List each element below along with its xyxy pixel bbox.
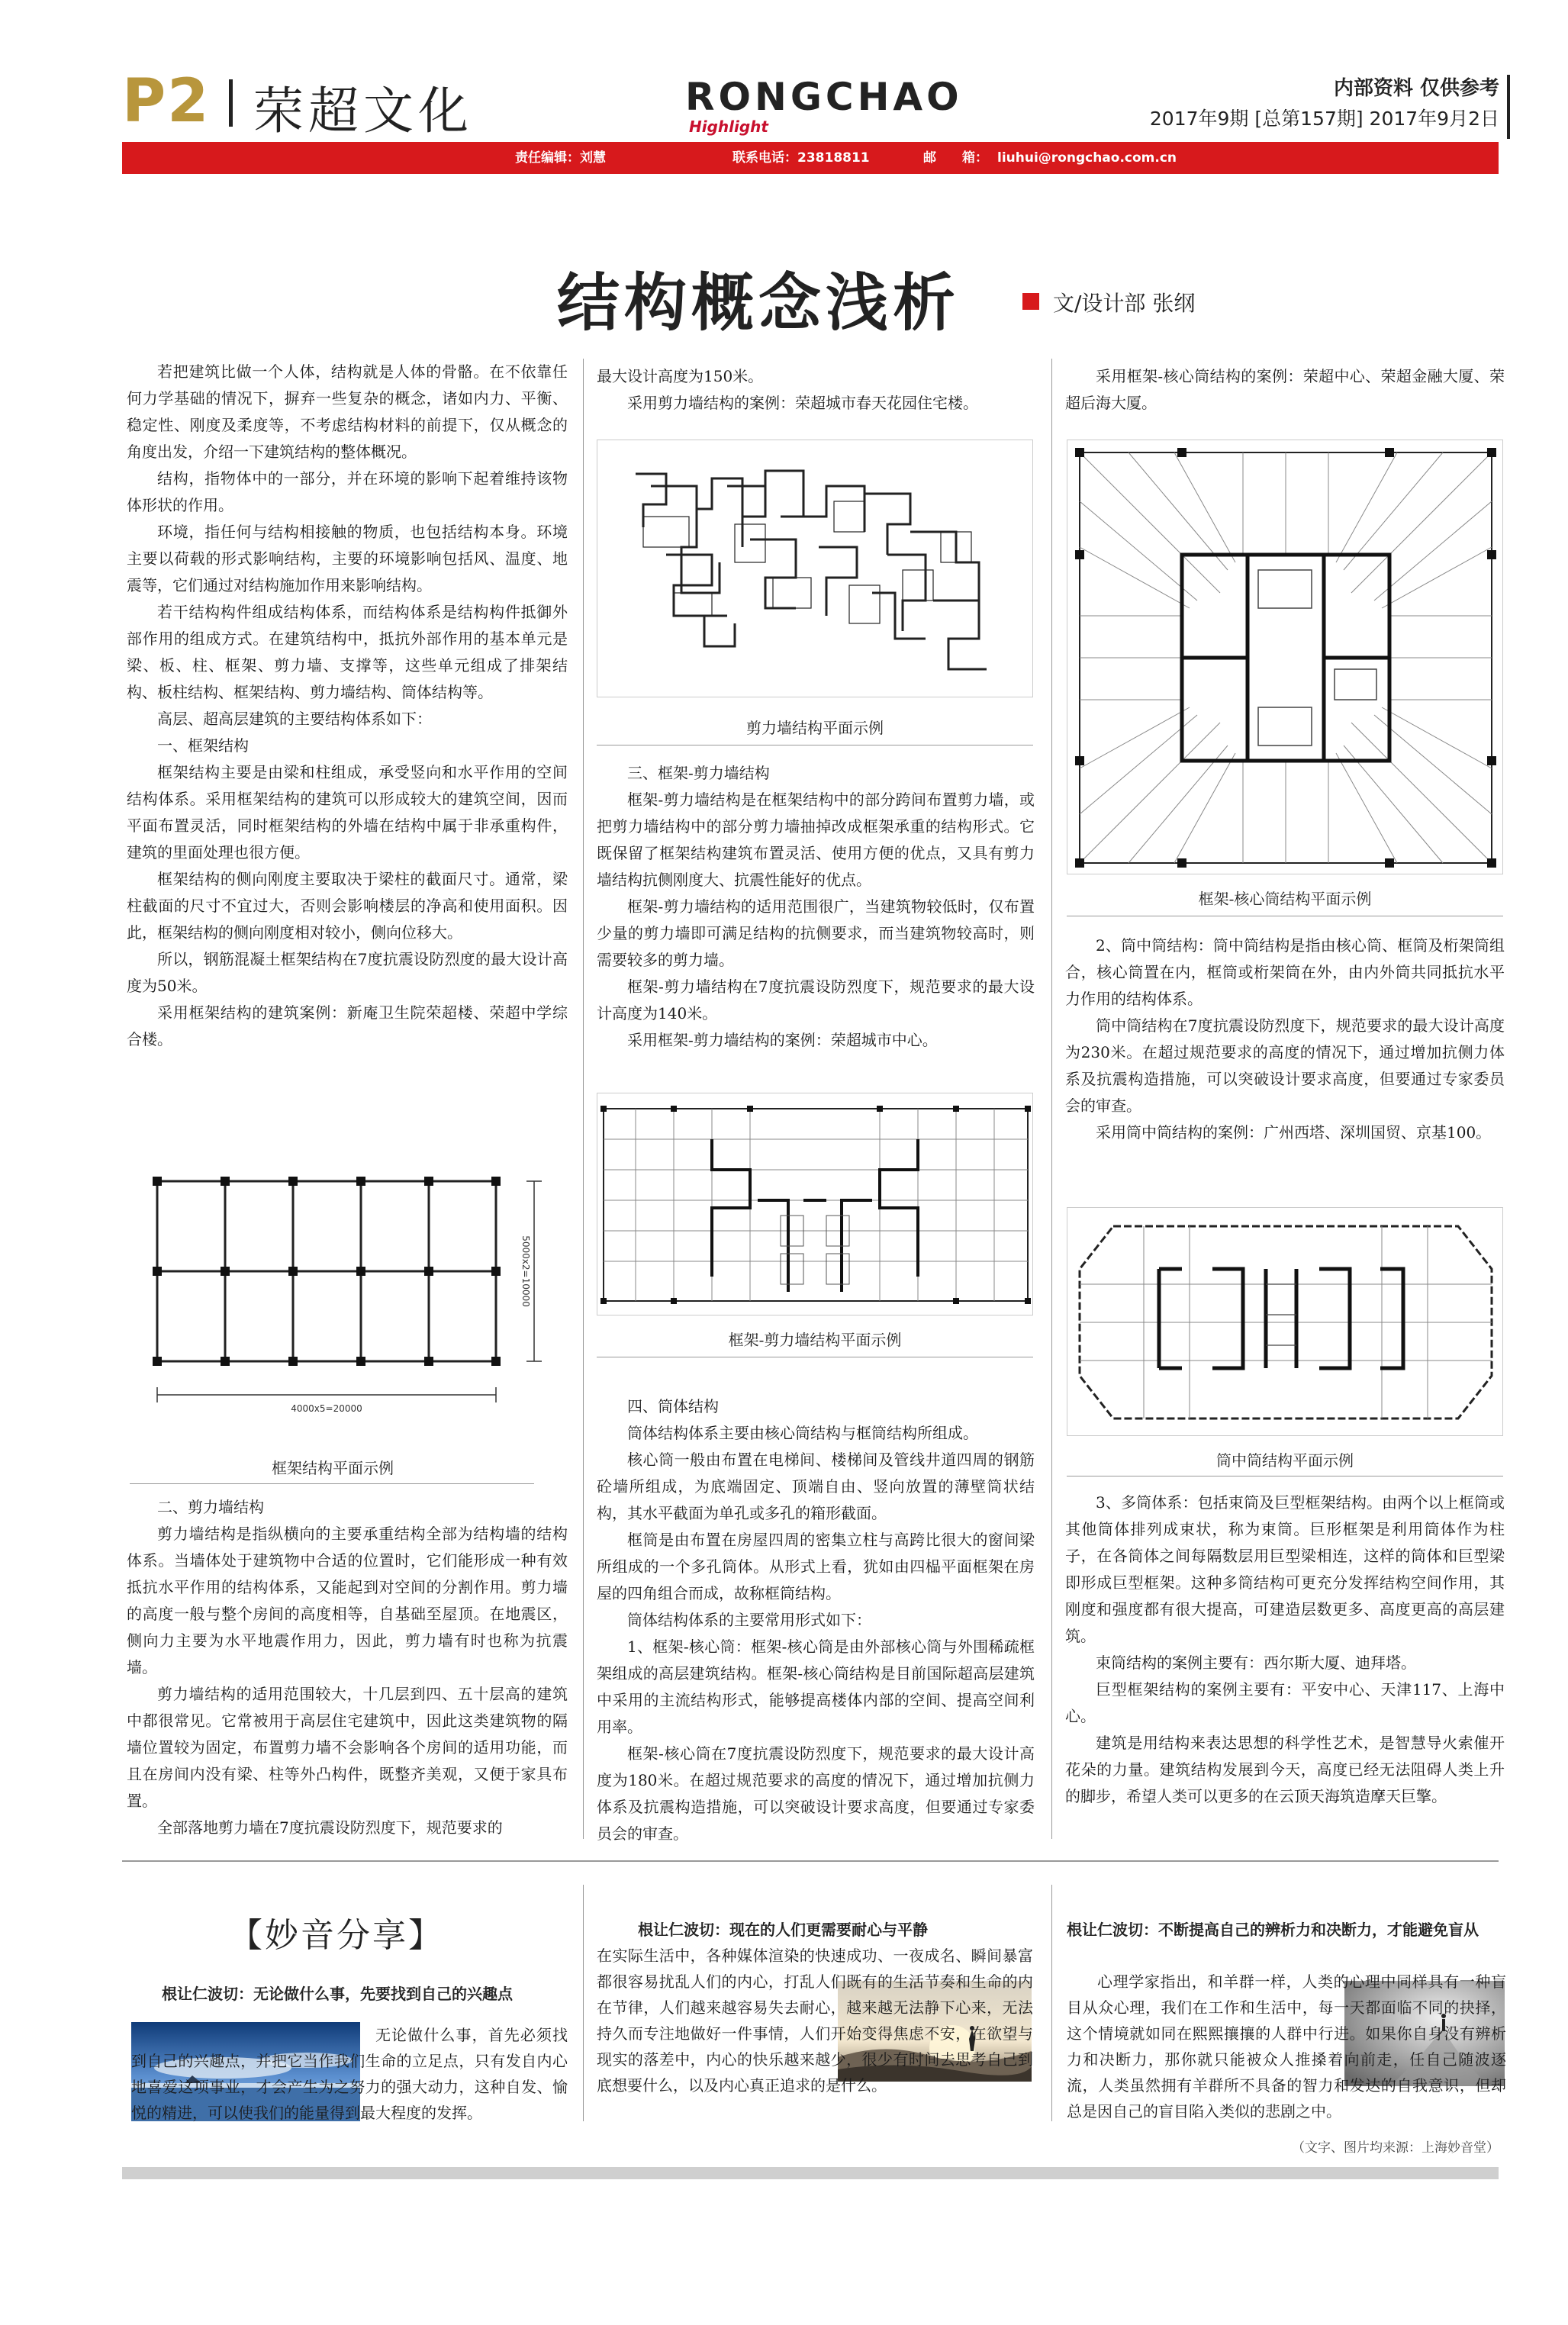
section-heading: 三、框架-剪力墙结构 — [627, 764, 770, 782]
frame-grid-drawing — [130, 1151, 566, 1441]
paragraph: 所以，钢筋混凝土框架结构在7度抗震设防烈度的最大设计高度为50米。 — [127, 950, 568, 995]
frame-core-tube-drawing — [1067, 440, 1504, 875]
issue-info — [1150, 73, 1499, 134]
paragraph: 采用框架-剪力墙结构的案例：荣超城市中心。 — [627, 1031, 938, 1049]
frame-shear-wall-caption: 框架-剪力墙结构平面示例 — [728, 1331, 902, 1349]
phone-label: 联系电话：23818811 — [732, 150, 870, 166]
paragraph: 采用框架结构的建筑案例：新庵卫生院荣超楼、荣超中学综合楼。 — [127, 1003, 568, 1048]
frame-dimension-y: 5000x2=10000 — [520, 1235, 531, 1307]
paragraph: 若干结构构件组成结构体系，而结构体系是结构构件抵御外部作用的组成方式。在建筑结构中，抵抗外部作用的基本单元是梁、板、柱、框架、剪力墙、支撑等，这些单元组成了排架结构、板柱结构、框架结构、剪力墙结构、筒体结构等。 — [127, 603, 568, 701]
editor-label: 责任编辑：刘慧 — [515, 150, 606, 166]
paragraph: 框架-剪力墙结构的适用范围很广，当建筑物较低时，仅布置少量的剪力墙即可满足结构的抗侧要求，而当建筑物较高时，则需要较多的剪力墙。 — [597, 897, 1035, 969]
frame-shear-wall-drawing — [597, 1093, 1034, 1316]
paragraph: 结构，指物体中的一部分，并在环境的影响下起着维持该物体形状的作用。 — [127, 469, 568, 514]
paragraph: 3、多筒体系：包括束筒及巨型框架结构。由两个以上框筒或其他筒体排列成束状，称为束筒。巨形框架是利用筒体作为柱子，在各筒体之间每隔数层用巨型梁相连，这样的筒体和巨型梁即形成巨型框架。这种多筒结构可更充分发挥结构空间作用，其刚度和强度都有很大提高，可建造层数更多、高度更高的高层建筑。 — [1065, 1493, 1505, 1645]
article-title: 结构概念浅析 — [557, 266, 961, 340]
share-article-3-title: 根让仁波切：不断提高自己的辨析力和决断力，才能避免盲从 — [1067, 1921, 1479, 1939]
article-byline: 文/设计部 张纲 — [1053, 291, 1196, 316]
article-column-1-continued — [127, 1494, 568, 1841]
column-divider — [1051, 1885, 1052, 2121]
email-value: liuhui@rongchao.com.cn — [997, 150, 1177, 166]
paragraph: 框架-剪力墙结构在7度抗震设防烈度下，规范要求的最大设计高度为140米。 — [597, 977, 1035, 1022]
share-article-2-body: 在实际生活中，各种媒体渲染的快速成功、一夜成名、瞬间暴富都很容易扰乱人们的内心，打乱人们既有的生活节奏和生命的内在节律，人们越来越容易失去耐心，越来越无法静下心来，无法持久而专注地做好一件事情，人们开始变得焦虑不安，在欲望与现实的落差中，内心的快乐越来越少，很少有时间去思考自己到底想要什么，以及内心真正追求的是什么。 — [597, 1947, 1033, 2095]
section-name: 荣超文化 — [253, 82, 473, 140]
share-article-2-title: 根让仁波切：现在的人们更需要耐心与平静 — [638, 1921, 928, 1939]
tube-in-tube-figure — [1067, 1207, 1503, 1436]
article-column-3 — [1065, 363, 1505, 417]
frame-core-tube-figure — [1067, 440, 1503, 874]
share-section-title: 【妙音分享】 — [229, 1916, 444, 1955]
share-article-3-body: 心理学家指出，和羊群一样，人类的心理中同样具有一种盲目从众心理，我们在工作和生活中，每一天都面临不同的抉择，这个情境就如同在熙熙攘攘的人群中行进。如果你自身没有辨析力和决断力，那你就只能被众人推搡着向前走，任自己随波逐流，人类虽然拥有羊群所不具备的智力和发达的自我意识，但却总是因自己的盲目陷入类似的悲剧之中。 — [1067, 1972, 1506, 2121]
article-column-1 — [127, 359, 568, 1053]
article-column-2 — [597, 363, 1035, 417]
tube-in-tube-caption: 筒中筒结构平面示例 — [1216, 1451, 1354, 1470]
paragraph: 框架结构主要是由梁和柱组成，承受竖向和水平作用的空间结构体系。采用框架结构的建筑可以形成较大的建筑空间，因而平面布置灵活，同时框架结构的外墙在结构中属于非承重构件，建筑的里面处理也很方便。 — [127, 763, 568, 861]
paragraph: 筒中筒结构在7度抗震设防烈度下，规范要求的最大设计高度为230米。在超过规范要求的高度的情况下，通过增加抗侧力体系及抗震构造措施，可以突破设计要求高度，但要通过专家委员会的审查。 — [1065, 1016, 1505, 1115]
paragraph: 采用剪力墙结构的案例：荣超城市春天花园住宅楼。 — [627, 394, 978, 412]
paragraph: 剪力墙结构的适用范围较大，十几层到四、五十层高的建筑中都很常见。它常被用于高层住宅建筑中，因此这类建筑物的隔墙位置较为固定，布置剪力墙不会影响各个房间的适用功能，而且在房间内没有梁、柱等外凸构件，既整齐美观，又便于家具布置。 — [127, 1685, 568, 1810]
tube-in-tube-drawing — [1067, 1208, 1504, 1437]
section-heading: 一、框架结构 — [157, 736, 249, 755]
brand-logo-text: RONGCHAO — [685, 75, 963, 119]
share-article-1-body: 无论做什么事，首先必须找到自己的兴趣点，并把它当作我们生命的立足点，只有发自内心地喜爱这项事业，才会产生为之努力的强大动力，这种自发、愉悦的精进，可以使我们的能量得到最大程度的发挥。 — [131, 2026, 568, 2122]
column-divider — [1051, 359, 1052, 1839]
content-source-note: （文字、图片均来源：上海妙音堂） — [1292, 2140, 1499, 2156]
article-column-3c — [1065, 1489, 1505, 1810]
paragraph: 框架-核心筒在7度抗震设防烈度下，规范要求的最大设计高度为180米。在超过规范要求的高度的情况下，通过增加抗侧力体系及抗震构造措施，可以突破设计要求高度，但要通过专家委员会的审查。 — [597, 1744, 1035, 1843]
brand-subtitle: Highlight — [689, 118, 768, 136]
section-heading: 二、剪力墙结构 — [157, 1498, 264, 1516]
paragraph: 1、框架-核心筒：框架-核心筒是由外部核心筒与外围稀疏框架组成的高层建筑结构。框架-核心筒结构是目前国际超高层建筑中采用的主流结构形式，能够提高楼体内部的空间、提高空间利用率。 — [597, 1637, 1035, 1736]
frame-dimension-x: 4000x5=20000 — [291, 1403, 362, 1414]
paragraph: 框架结构的侧向刚度主要取决于梁柱的截面尺寸。通常，梁柱截面的尺寸不宜过大，否则会影响楼层的净高和使用面积。因此，框架结构的侧向刚度相对较小，侧向位移大。 — [127, 870, 568, 942]
column-divider — [583, 1885, 584, 2121]
paragraph: 2、筒中筒结构：筒中筒结构是指由核心筒、框筒及桁架筒组合，核心筒置在内，框筒或桁架筒在外，由内外筒共同抵抗水平力作用的结构体系。 — [1065, 936, 1505, 1008]
frame-core-tube-caption: 框架-核心筒结构平面示例 — [1198, 890, 1372, 908]
share-article-2-text — [597, 1943, 1033, 2098]
paragraph: 筒体结构体系主要由核心筒结构与框筒结构所组成。 — [627, 1424, 978, 1442]
page-number: P2 — [122, 67, 211, 136]
shear-wall-caption: 剪力墙结构平面示例 — [746, 719, 884, 737]
share-article-1-title: 根让仁波切：无论做什么事，先要找到自己的兴趣点 — [162, 1985, 513, 2003]
masthead-divider — [229, 79, 233, 127]
issue-date: 2017年9期 [总第157期] 2017年9月2日 — [1149, 108, 1499, 130]
shear-wall-figure — [597, 440, 1033, 697]
paragraph: 采用筒中筒结构的案例：广州西塔、深圳国贸、京基100。 — [1096, 1123, 1492, 1142]
share-article-3-text — [1067, 1969, 1506, 2124]
paragraph: 全部落地剪力墙在7度抗震设防烈度下，规范要求的 — [157, 1818, 503, 1837]
section-separator — [122, 1860, 1499, 1862]
shear-wall-drawing — [597, 440, 1034, 698]
byline-marker — [1022, 293, 1039, 310]
paragraph: 若把建筑比做一个人体，结构就是人体的骨骼。在不依靠任何力学基础的情况下，摒弃一些复杂的概念，诸如内力、平衡、稳定性、刚度及柔度等，不考虑结构材料的前提下，仅从概念的角度出发，介绍一下建筑结构的整体概况。 — [127, 362, 568, 461]
paragraph: 建筑是用结构来表达思想的科学性艺术，是智慧导火索催开花朵的力量。建筑结构发展到今天，高度已经无法阻碍人类上升的脚步，希望人类可以更多的在云顶天海筑造摩天巨擎。 — [1065, 1734, 1505, 1805]
share-article-1-text — [131, 2022, 568, 2126]
paragraph: 框架-剪力墙结构是在框架结构中的部分跨间布置剪力墙，或把剪力墙结构中的部分剪力墙抽掉改成框架承重的结构形式。它既保留了框架结构建筑布置灵活、使用方便的优点，又具有剪力墙结构抗侧刚度大、抗震性能好的优点。 — [597, 791, 1035, 889]
masthead — [0, 0, 1568, 183]
frame-shear-wall-figure — [597, 1093, 1033, 1315]
column-divider — [583, 359, 584, 1839]
paragraph: 高层、超高层建筑的主要结构体系如下： — [157, 710, 432, 728]
paragraph: 筒体结构体系的主要常用形式如下： — [627, 1611, 871, 1629]
paragraph: 框筒是由布置在房屋四周的密集立柱与高跨比很大的窗间梁所组成的一个多孔筒体。从形式上看，犹如由四榀平面框架在房屋的四角组合而成，故称框筒结构。 — [597, 1531, 1035, 1602]
article-column-3b — [1065, 932, 1505, 1146]
paragraph: 最大设计高度为150米。 — [597, 367, 764, 385]
internal-notice: 内部资料 仅供参考 — [1333, 77, 1499, 100]
article-column-2b — [597, 760, 1035, 1054]
paragraph: 巨型框架结构的案例主要有：平安中心、天津117、上海中心。 — [1065, 1680, 1505, 1725]
masthead-right-rule — [1507, 75, 1510, 139]
page-footer-bar — [122, 2167, 1499, 2179]
caption-rule — [130, 1483, 534, 1484]
frame-figure-caption: 框架结构平面示例 — [272, 1459, 394, 1477]
paragraph: 剪力墙结构是指纵横向的主要承重结构全部为结构墙的结构体系。当墙体处于建筑物中合适的位置时，它们能形成一种有效抵抗水平作用的结构体系，又能起到对空间的分割作用。剪力墙的高度一般与整个房间的高度相等，自基础至屋顶。在地震区，侧向力主要为水平地震作用力，因此，剪力墙有时也称为抗震墙。 — [127, 1525, 568, 1676]
frame-structure-figure — [130, 1151, 566, 1441]
paragraph: 束筒结构的案例主要有：西尔斯大厦、迪拜塔。 — [1096, 1654, 1416, 1672]
paragraph: 环境，指任何与结构相接触的物质，也包括结构本身。环境主要以荷载的形式影响结构，主要的环境影响包括风、温度、地震等，它们通过对结构施加作用来影响结构。 — [127, 523, 568, 594]
paragraph: 采用框架-核心筒结构的案例：荣超中心、荣超金融大厦、荣超后海大厦。 — [1065, 367, 1505, 412]
article-column-2c — [597, 1393, 1035, 1847]
editor-info-bar — [122, 142, 1499, 174]
section-heading: 四、筒体结构 — [627, 1397, 719, 1415]
paragraph: 核心筒一般由布置在电梯间、楼梯间及管线井道四周的钢筋砼墙所组成，为底端固定、顶端自由、竖向放置的薄壁筒状结构，其水平截面为单孔或多孔的箱形截面。 — [597, 1451, 1035, 1522]
email-label: 邮 箱： — [923, 150, 988, 166]
